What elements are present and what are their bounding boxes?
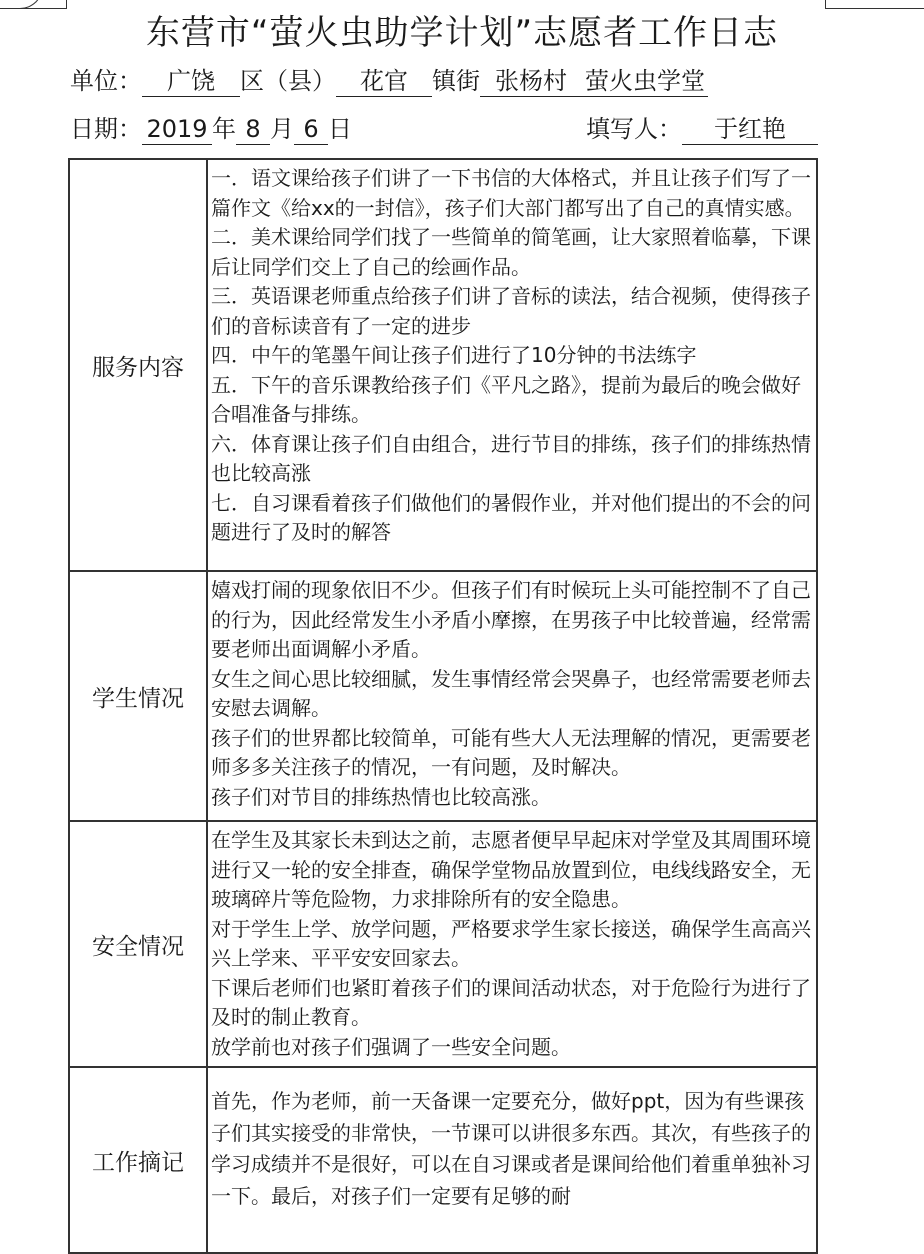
paragraph: 七．自习课看着孩子们做他们的暑假作业，并对他们提出的不会的问题进行了及时的解答 <box>211 490 811 544</box>
paragraph: 二．美术课给同学们找了一些简单的简笔画，让大家照着临摹，下课后让同学们交上了自己的绘画作品。 <box>211 225 811 279</box>
row-label-students: 学生情况 <box>69 571 207 821</box>
author-name: 于红艳 <box>682 114 818 145</box>
month-value: 8 <box>236 114 270 145</box>
day-suffix: 日 <box>328 115 352 143</box>
paragraph: 对于学生上学、放学问题，严格要求学生家长接送，确保学生高高兴兴上学来、平平安安回家去。 <box>211 916 811 970</box>
table-row <box>69 821 817 1067</box>
paragraph: 嬉戏打闹的现象依旧不少。但孩子们有时候玩上头可能控制不了自己的行为，因此经常发生小矛盾小摩擦，在男孩子中比较普遍，经常需要老师出面调解小矛盾。 <box>211 578 811 661</box>
paragraph: 六．体育课让孩子们自由组合，进行节目的排练，孩子们的排练热情也比较高涨 <box>211 431 811 485</box>
year-value: 2019 <box>142 114 212 145</box>
paragraph: 女生之间心思比较细腻，发生事情经常会哭鼻子，也经常需要老师去安慰去调解。 <box>211 666 811 720</box>
page-corner-left <box>0 0 67 9</box>
town-suffix: 镇街 <box>432 67 480 95</box>
row-content-students <box>207 571 817 821</box>
paragraph: 五．下午的音乐课教给孩子们《平凡之路》，提前为最后的晚会做好合唱准备与排练。 <box>211 372 801 426</box>
row-label-service: 服务内容 <box>69 159 207 571</box>
month-suffix: 月 <box>270 115 294 143</box>
paragraph: 孩子们对节目的排练热情也比较高涨。 <box>211 784 551 809</box>
row-content-service <box>207 159 817 571</box>
document-title: 东营市“萤火虫助学计划”志愿者工作日志 <box>145 13 779 53</box>
row-content-safety <box>207 821 817 1067</box>
row-content-notes <box>207 1067 817 1253</box>
date-line <box>70 112 352 146</box>
table-row <box>69 571 817 821</box>
author-line <box>586 112 818 146</box>
paragraph: 下课后老师们也紧盯着孩子们的课间活动状态，对于危险行为进行了及时的制止教育。 <box>211 975 811 1029</box>
unit-label: 单位： <box>70 67 142 95</box>
town-value: 花官 <box>336 66 432 97</box>
author-label: 填写人： <box>586 115 682 143</box>
school-value: 萤火虫学堂 <box>582 66 708 97</box>
paragraph: 首先，作为老师，前一天备课一定要充分，做好ppt，因为有些课孩子们其实接受的非常快，一节课可以讲很多东西。其次，有些孩子的学习成绩并不是很好，可以在自习课或者是课间给他们着重单独补习一下。最后，对孩子们一定要有足够的耐 <box>211 1089 811 1208</box>
paragraph: 三．英语课老师重点给孩子们讲了音标的读法，结合视频，使得孩子们的音标读音有了一定的进步 <box>211 284 811 338</box>
paragraph: 一．语文课给孩子们讲了一下书信的大体格式，并且让孩子们写了一篇作文《给xx的一封信》，孩子们大部门都写出了自己的真情实感。 <box>211 166 811 220</box>
county-suffix: 区（县） <box>240 67 336 95</box>
paragraph: 孩子们的世界都比较简单，可能有些大人无法理解的情况，更需要老师多多关注孩子的情况，一有问题，及时解决。 <box>211 725 811 779</box>
date-label: 日期： <box>70 115 142 143</box>
row-label-safety: 安全情况 <box>69 821 207 1067</box>
paragraph: 在学生及其家长未到达之前，志愿者便早早起床对学堂及其周围环境进行又一轮的安全排查，确保学堂物品放置到位，电线线路安全，无玻璃碎片等危险物，力求排除所有的安全隐患。 <box>211 828 811 911</box>
village-value: 张杨村 <box>480 66 582 97</box>
paragraph: 放学前也对孩子们强调了一些安全问题。 <box>211 1034 571 1059</box>
day-value: 6 <box>294 114 328 145</box>
paragraph: 四．中午的笔墨午间让孩子们进行了10分钟的书法练字 <box>211 343 697 367</box>
year-suffix: 年 <box>212 115 236 143</box>
unit-line <box>70 64 708 98</box>
page-corner-right <box>825 0 924 9</box>
table-row <box>69 1067 817 1253</box>
county-value: 广饶 <box>142 66 240 97</box>
corner-tab <box>0 0 43 9</box>
row-label-notes: 工作摘记 <box>69 1067 207 1253</box>
log-table <box>68 158 818 1254</box>
table-row <box>69 159 817 571</box>
